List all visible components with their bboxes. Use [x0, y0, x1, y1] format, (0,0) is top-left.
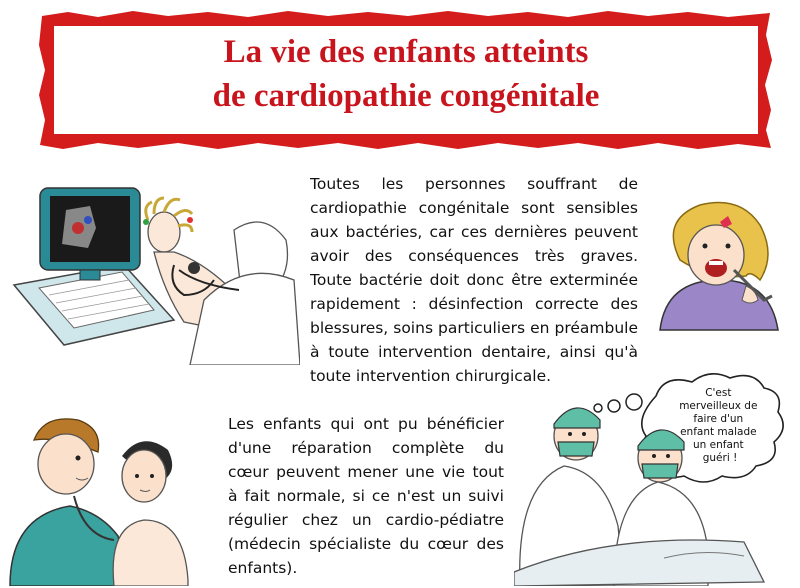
title-line-1: La vie des enfants atteints: [223, 34, 589, 70]
page-title: [38, 30, 774, 118]
repair-paragraph: Les enfants qui ont pu bénéficier d'une réparation complète du cœur peuvent mener une vie tout à fait normale, si ce n'est un suivi régulier chez un cardio-pédiatre (médecin spécialiste du cœur des enfants).: [228, 415, 504, 577]
bubble-line-3: faire d'un: [693, 413, 744, 425]
bacteria-paragraph: Toutes les personnes souffrant de cardiopathie congénitale sont sensibles aux bactéries, car ces dernières peuvent avoir des conséquences très graves. Toute bactérie doit donc être exterminée rapidement : désinfection correcte des blessures, soins particuliers en préambule à toute intervention dentaire, ainsi qu'à toute intervention chirurgicale.: [310, 175, 638, 385]
title-line-2: de cardiopathie congénitale: [212, 78, 600, 114]
nurse-child-illustration: [4, 410, 204, 586]
bubble-line-2: merveilleux de: [679, 400, 758, 412]
bubble-line-6: guéri !: [702, 452, 738, 464]
thought-dot-medium: [608, 400, 620, 412]
surgeons-illustration: [514, 372, 794, 586]
ultrasound-exam-illustration: [4, 170, 300, 365]
girl-dental-illustration: [650, 200, 790, 340]
thought-dot-large: [626, 394, 642, 410]
thought-dot-small: [594, 404, 602, 412]
bubble-line-4: enfant malade: [680, 426, 757, 438]
bubble-line-1: C'est: [705, 387, 732, 399]
bubble-line-5: un enfant: [692, 439, 744, 451]
